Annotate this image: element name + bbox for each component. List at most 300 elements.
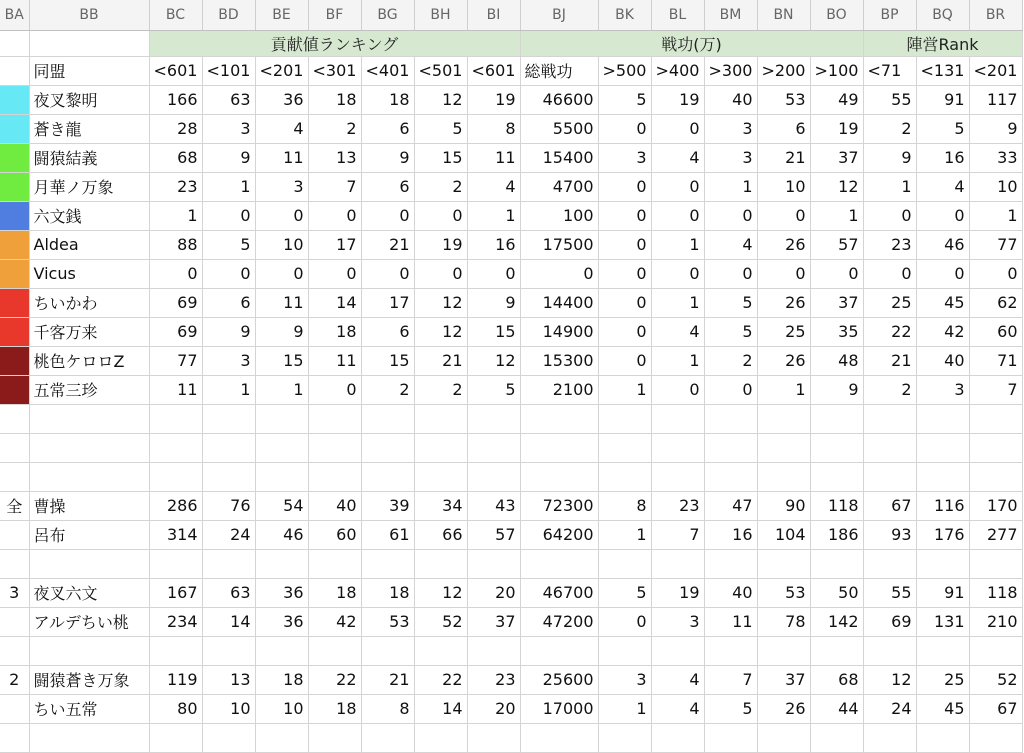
- cell-bd[interactable]: 63: [202, 578, 255, 607]
- cell-bg[interactable]: [361, 723, 414, 752]
- cell-ba[interactable]: 2: [0, 665, 29, 694]
- cell-be[interactable]: 36: [255, 607, 308, 636]
- cell-be[interactable]: 0: [255, 259, 308, 288]
- subheader-bo[interactable]: >100: [810, 56, 863, 85]
- cell-bb[interactable]: [29, 462, 149, 491]
- cell-bj[interactable]: 72300: [520, 491, 598, 520]
- cell-bn[interactable]: 10: [757, 172, 810, 201]
- cell-bi[interactable]: 1: [467, 201, 520, 230]
- cell-bi[interactable]: 11: [467, 143, 520, 172]
- cell-bm[interactable]: [704, 723, 757, 752]
- cell-br[interactable]: 33: [969, 143, 1022, 172]
- cell-bl[interactable]: 3: [651, 607, 704, 636]
- cell-bi[interactable]: 19: [467, 85, 520, 114]
- cell-bo[interactable]: 49: [810, 85, 863, 114]
- cell-bm[interactable]: 40: [704, 578, 757, 607]
- cell-ba[interactable]: [0, 723, 29, 752]
- cell-bg[interactable]: 21: [361, 665, 414, 694]
- cell-bg[interactable]: 18: [361, 578, 414, 607]
- cell-bn[interactable]: 26: [757, 288, 810, 317]
- cell-bi[interactable]: [467, 433, 520, 462]
- cell-bo[interactable]: 37: [810, 143, 863, 172]
- cell-bd[interactable]: [202, 462, 255, 491]
- cell-ba[interactable]: 全: [0, 491, 29, 520]
- cell-bp[interactable]: 55: [863, 578, 916, 607]
- cell-br[interactable]: [969, 433, 1022, 462]
- column-header-br[interactable]: BR: [969, 0, 1022, 30]
- cell-bp[interactable]: 0: [863, 259, 916, 288]
- cell-bq[interactable]: 46: [916, 230, 969, 259]
- cell-bh[interactable]: [414, 462, 467, 491]
- cell-bn[interactable]: [757, 433, 810, 462]
- cell-ba[interactable]: [0, 85, 29, 114]
- cell-bf[interactable]: 42: [308, 607, 361, 636]
- subheader-bk[interactable]: >500: [598, 56, 651, 85]
- cell-bg[interactable]: 6: [361, 317, 414, 346]
- cell-bn[interactable]: 90: [757, 491, 810, 520]
- cell-bj[interactable]: 17500: [520, 230, 598, 259]
- cell-bi[interactable]: 23: [467, 665, 520, 694]
- cell-bc[interactable]: [149, 636, 202, 665]
- cell-ba[interactable]: [0, 201, 29, 230]
- cell-bl[interactable]: 0: [651, 172, 704, 201]
- cell-bd[interactable]: 9: [202, 143, 255, 172]
- cell-bl[interactable]: 0: [651, 114, 704, 143]
- cell-be[interactable]: 10: [255, 230, 308, 259]
- cell-bd[interactable]: [202, 636, 255, 665]
- subheader-bc[interactable]: <601: [149, 56, 202, 85]
- cell-bl[interactable]: 19: [651, 85, 704, 114]
- cell-bb[interactable]: 夜叉黎明: [29, 85, 149, 114]
- cell-bp[interactable]: [863, 433, 916, 462]
- cell-ba[interactable]: [0, 172, 29, 201]
- cell-bg[interactable]: 53: [361, 607, 414, 636]
- cell-bh[interactable]: [414, 549, 467, 578]
- cell-bg[interactable]: 2: [361, 375, 414, 404]
- cell-bk[interactable]: 5: [598, 85, 651, 114]
- subheader-bh[interactable]: <501: [414, 56, 467, 85]
- cell-bk[interactable]: 5: [598, 578, 651, 607]
- cell-bh[interactable]: 5: [414, 114, 467, 143]
- cell-bq[interactable]: 131: [916, 607, 969, 636]
- cell-bq[interactable]: 16: [916, 143, 969, 172]
- cell-bl[interactable]: 19: [651, 578, 704, 607]
- cell-bh[interactable]: [414, 433, 467, 462]
- cell-bc[interactable]: 68: [149, 143, 202, 172]
- cell-bq[interactable]: [916, 636, 969, 665]
- cell-bb[interactable]: ちいかわ: [29, 288, 149, 317]
- cell-ba[interactable]: [0, 375, 29, 404]
- cell-bd[interactable]: 0: [202, 201, 255, 230]
- subheader-bm[interactable]: >300: [704, 56, 757, 85]
- cell-bf[interactable]: [308, 433, 361, 462]
- subheader-bn[interactable]: >200: [757, 56, 810, 85]
- cell-bb[interactable]: 月華ノ万象: [29, 172, 149, 201]
- cell-bg[interactable]: 9: [361, 143, 414, 172]
- cell-bl[interactable]: [651, 433, 704, 462]
- cell-bb[interactable]: [29, 549, 149, 578]
- cell-bp[interactable]: 2: [863, 114, 916, 143]
- cell-bq[interactable]: 0: [916, 259, 969, 288]
- cell-be[interactable]: 1: [255, 375, 308, 404]
- cell-bk[interactable]: [598, 462, 651, 491]
- cell-bh[interactable]: 52: [414, 607, 467, 636]
- cell-bj[interactable]: [520, 404, 598, 433]
- subheader-bf[interactable]: <301: [308, 56, 361, 85]
- cell-bm[interactable]: 47: [704, 491, 757, 520]
- cell-bf[interactable]: [308, 404, 361, 433]
- cell-bp[interactable]: 1: [863, 172, 916, 201]
- column-header-bj[interactable]: BJ: [520, 0, 598, 30]
- cell-be[interactable]: 4: [255, 114, 308, 143]
- column-header-bi[interactable]: BI: [467, 0, 520, 30]
- cell-bk[interactable]: 1: [598, 520, 651, 549]
- cell-bl[interactable]: 7: [651, 520, 704, 549]
- cell-ba[interactable]: [0, 404, 29, 433]
- cell-bh[interactable]: 34: [414, 491, 467, 520]
- cell-be[interactable]: 3: [255, 172, 308, 201]
- cell-bc[interactable]: 80: [149, 694, 202, 723]
- cell-bk[interactable]: 0: [598, 259, 651, 288]
- cell-bo[interactable]: 50: [810, 578, 863, 607]
- column-header-ba[interactable]: BA: [0, 0, 29, 30]
- cell-bc[interactable]: 1: [149, 201, 202, 230]
- cell-bh[interactable]: 15: [414, 143, 467, 172]
- cell-bm[interactable]: [704, 462, 757, 491]
- cell-bh[interactable]: 19: [414, 230, 467, 259]
- cell-bb[interactable]: Aldea: [29, 230, 149, 259]
- cell-bd[interactable]: 10: [202, 694, 255, 723]
- cell-bf[interactable]: [308, 549, 361, 578]
- cell-bd[interactable]: [202, 549, 255, 578]
- cell-bi[interactable]: [467, 723, 520, 752]
- cell-bg[interactable]: 21: [361, 230, 414, 259]
- cell-bq[interactable]: [916, 433, 969, 462]
- cell-bo[interactable]: 35: [810, 317, 863, 346]
- column-header-bg[interactable]: BG: [361, 0, 414, 30]
- cell-bn[interactable]: 53: [757, 578, 810, 607]
- cell-bm[interactable]: 5: [704, 288, 757, 317]
- cell-bm[interactable]: 4: [704, 230, 757, 259]
- cell-bh[interactable]: 0: [414, 201, 467, 230]
- cell-bb[interactable]: [29, 723, 149, 752]
- cell-bc[interactable]: 11: [149, 375, 202, 404]
- cell-br[interactable]: 77: [969, 230, 1022, 259]
- cell-bo[interactable]: 57: [810, 230, 863, 259]
- cell-bc[interactable]: 69: [149, 317, 202, 346]
- cell-bj[interactable]: 100: [520, 201, 598, 230]
- cell-bf[interactable]: 14: [308, 288, 361, 317]
- cell-bd[interactable]: 14: [202, 607, 255, 636]
- cell-br[interactable]: [969, 636, 1022, 665]
- cell-bj[interactable]: 17000: [520, 694, 598, 723]
- subheader-ba[interactable]: [0, 56, 29, 85]
- cell-be[interactable]: 36: [255, 85, 308, 114]
- cell-bn[interactable]: [757, 549, 810, 578]
- cell-bg[interactable]: 61: [361, 520, 414, 549]
- group-contribution-ranking[interactable]: 貢献値ランキング: [149, 30, 520, 56]
- cell-bb[interactable]: [29, 433, 149, 462]
- cell-bk[interactable]: [598, 433, 651, 462]
- cell-bm[interactable]: [704, 549, 757, 578]
- cell-be[interactable]: 0: [255, 201, 308, 230]
- cell-bj[interactable]: 25600: [520, 665, 598, 694]
- cell-bl[interactable]: 1: [651, 288, 704, 317]
- cell-bj[interactable]: 0: [520, 259, 598, 288]
- cell-bp[interactable]: 25: [863, 288, 916, 317]
- cell-bc[interactable]: [149, 549, 202, 578]
- cell-bq[interactable]: 176: [916, 520, 969, 549]
- cell-ba[interactable]: [0, 259, 29, 288]
- cell-ba[interactable]: 3: [0, 578, 29, 607]
- cell-bq[interactable]: [916, 462, 969, 491]
- cell-be[interactable]: 11: [255, 143, 308, 172]
- cell-ba[interactable]: [0, 114, 29, 143]
- cell-bh[interactable]: [414, 636, 467, 665]
- cell-bg[interactable]: 18: [361, 85, 414, 114]
- cell-bc[interactable]: 23: [149, 172, 202, 201]
- cell-bb[interactable]: 闘猿結義: [29, 143, 149, 172]
- cell-bg[interactable]: 0: [361, 259, 414, 288]
- cell-bq[interactable]: 42: [916, 317, 969, 346]
- cell-bf[interactable]: 2: [308, 114, 361, 143]
- cell-bh[interactable]: 22: [414, 665, 467, 694]
- cell-bn[interactable]: 21: [757, 143, 810, 172]
- cell-bj[interactable]: 2100: [520, 375, 598, 404]
- cell-bi[interactable]: [467, 549, 520, 578]
- cell-bb[interactable]: Vicus: [29, 259, 149, 288]
- cell-bb[interactable]: 曹操: [29, 491, 149, 520]
- cell-bd[interactable]: 24: [202, 520, 255, 549]
- cell-bc[interactable]: [149, 723, 202, 752]
- cell-bj[interactable]: [520, 549, 598, 578]
- cell-ba[interactable]: [0, 694, 29, 723]
- group-war-merit[interactable]: 戦功(万): [520, 30, 863, 56]
- cell-bd[interactable]: [202, 723, 255, 752]
- cell-bp[interactable]: 9: [863, 143, 916, 172]
- cell-br[interactable]: 277: [969, 520, 1022, 549]
- cell-bm[interactable]: 3: [704, 143, 757, 172]
- cell-bc[interactable]: 28: [149, 114, 202, 143]
- cell-bm[interactable]: 11: [704, 607, 757, 636]
- cell-bj[interactable]: 14400: [520, 288, 598, 317]
- cell-bk[interactable]: [598, 723, 651, 752]
- column-header-bb[interactable]: BB: [29, 0, 149, 30]
- cell-bp[interactable]: [863, 462, 916, 491]
- cell-bl[interactable]: 4: [651, 665, 704, 694]
- cell-ba[interactable]: [0, 317, 29, 346]
- column-header-bp[interactable]: BP: [863, 0, 916, 30]
- cell-bk[interactable]: 0: [598, 346, 651, 375]
- cell-br[interactable]: 210: [969, 607, 1022, 636]
- cell-bq[interactable]: 45: [916, 288, 969, 317]
- cell-bf[interactable]: 22: [308, 665, 361, 694]
- cell-bi[interactable]: 20: [467, 578, 520, 607]
- cell-br[interactable]: 60: [969, 317, 1022, 346]
- cell-bh[interactable]: 14: [414, 694, 467, 723]
- cell-bl[interactable]: 0: [651, 201, 704, 230]
- cell-bj[interactable]: [520, 636, 598, 665]
- cell-bk[interactable]: 0: [598, 607, 651, 636]
- cell-bi[interactable]: 43: [467, 491, 520, 520]
- cell-br[interactable]: 10: [969, 172, 1022, 201]
- cell-br[interactable]: [969, 462, 1022, 491]
- cell-bf[interactable]: 60: [308, 520, 361, 549]
- cell-bf[interactable]: 40: [308, 491, 361, 520]
- cell-bp[interactable]: 22: [863, 317, 916, 346]
- subheader-br[interactable]: <201: [969, 56, 1022, 85]
- cell-br[interactable]: 0: [969, 259, 1022, 288]
- cell-bd[interactable]: 13: [202, 665, 255, 694]
- cell-bj[interactable]: 47200: [520, 607, 598, 636]
- cell-bf[interactable]: 18: [308, 317, 361, 346]
- cell-be[interactable]: 11: [255, 288, 308, 317]
- cell-bp[interactable]: 55: [863, 85, 916, 114]
- cell-bo[interactable]: 186: [810, 520, 863, 549]
- cell-bq[interactable]: 91: [916, 85, 969, 114]
- cell-bi[interactable]: 5: [467, 375, 520, 404]
- cell-bh[interactable]: 12: [414, 85, 467, 114]
- cell-bp[interactable]: 93: [863, 520, 916, 549]
- column-header-bo[interactable]: BO: [810, 0, 863, 30]
- cell-bi[interactable]: [467, 462, 520, 491]
- cell-bn[interactable]: 26: [757, 230, 810, 259]
- cell-bq[interactable]: 40: [916, 346, 969, 375]
- cell-bq[interactable]: 4: [916, 172, 969, 201]
- cell-bk[interactable]: 8: [598, 491, 651, 520]
- column-header-bm[interactable]: BM: [704, 0, 757, 30]
- cell-bh[interactable]: 12: [414, 317, 467, 346]
- cell-bg[interactable]: 17: [361, 288, 414, 317]
- cell-bn[interactable]: 53: [757, 85, 810, 114]
- cell-br[interactable]: 1: [969, 201, 1022, 230]
- cell-bf[interactable]: [308, 723, 361, 752]
- cell-bk[interactable]: 0: [598, 114, 651, 143]
- cell-bb[interactable]: 呂布: [29, 520, 149, 549]
- cell-bd[interactable]: 3: [202, 114, 255, 143]
- cell-ba[interactable]: [0, 636, 29, 665]
- cell-be[interactable]: [255, 404, 308, 433]
- cell-bh[interactable]: 66: [414, 520, 467, 549]
- cell-bn[interactable]: 25: [757, 317, 810, 346]
- cell-bd[interactable]: [202, 404, 255, 433]
- cell-bj[interactable]: 5500: [520, 114, 598, 143]
- cell-bo[interactable]: 68: [810, 665, 863, 694]
- cell-br[interactable]: 71: [969, 346, 1022, 375]
- cell-bg[interactable]: 6: [361, 172, 414, 201]
- column-header-bl[interactable]: BL: [651, 0, 704, 30]
- cell-bc[interactable]: 77: [149, 346, 202, 375]
- cell-bm[interactable]: 2: [704, 346, 757, 375]
- cell-bn[interactable]: [757, 636, 810, 665]
- cell-bi[interactable]: 37: [467, 607, 520, 636]
- cell-be[interactable]: 15: [255, 346, 308, 375]
- cell-bm[interactable]: 5: [704, 317, 757, 346]
- cell-bo[interactable]: 142: [810, 607, 863, 636]
- cell-bn[interactable]: 78: [757, 607, 810, 636]
- cell-bb[interactable]: アルデちい桃: [29, 607, 149, 636]
- cell-bo[interactable]: 19: [810, 114, 863, 143]
- cell-bf[interactable]: 13: [308, 143, 361, 172]
- cell-bk[interactable]: 0: [598, 201, 651, 230]
- cell-br[interactable]: 170: [969, 491, 1022, 520]
- cell-bl[interactable]: 23: [651, 491, 704, 520]
- cell-bl[interactable]: 0: [651, 375, 704, 404]
- cell-bd[interactable]: 3: [202, 346, 255, 375]
- cell-bl[interactable]: 0: [651, 259, 704, 288]
- cell-bh[interactable]: 0: [414, 259, 467, 288]
- cell-bh[interactable]: [414, 404, 467, 433]
- cell-br[interactable]: 9: [969, 114, 1022, 143]
- cell-bk[interactable]: 1: [598, 375, 651, 404]
- cell-bo[interactable]: 48: [810, 346, 863, 375]
- cell-bq[interactable]: 91: [916, 578, 969, 607]
- subheader-be[interactable]: <201: [255, 56, 308, 85]
- column-header-be[interactable]: BE: [255, 0, 308, 30]
- cell-be[interactable]: [255, 433, 308, 462]
- cell-bk[interactable]: 0: [598, 230, 651, 259]
- cell-bf[interactable]: 11: [308, 346, 361, 375]
- cell-bh[interactable]: [414, 723, 467, 752]
- cell-bc[interactable]: 119: [149, 665, 202, 694]
- cell-bm[interactable]: 0: [704, 201, 757, 230]
- column-header-bn[interactable]: BN: [757, 0, 810, 30]
- cell-bi[interactable]: 0: [467, 259, 520, 288]
- cell-bm[interactable]: 0: [704, 259, 757, 288]
- cell-bo[interactable]: [810, 549, 863, 578]
- cell-be[interactable]: [255, 549, 308, 578]
- cell-bq[interactable]: 116: [916, 491, 969, 520]
- cell-bq[interactable]: 3: [916, 375, 969, 404]
- cell-bb[interactable]: 蒼き龍: [29, 114, 149, 143]
- cell-bq[interactable]: 25: [916, 665, 969, 694]
- cell-br[interactable]: 7: [969, 375, 1022, 404]
- cell-bo[interactable]: 12: [810, 172, 863, 201]
- cell-bi[interactable]: [467, 636, 520, 665]
- subheader-bq[interactable]: <131: [916, 56, 969, 85]
- cell-bf[interactable]: 0: [308, 201, 361, 230]
- cell-bq[interactable]: 45: [916, 694, 969, 723]
- cell-ba[interactable]: [0, 462, 29, 491]
- group-faction-rank[interactable]: 陣営Rank: [863, 30, 1022, 56]
- cell-bl[interactable]: [651, 723, 704, 752]
- cell-bd[interactable]: 76: [202, 491, 255, 520]
- column-header-bk[interactable]: BK: [598, 0, 651, 30]
- cell-br[interactable]: 62: [969, 288, 1022, 317]
- cell-bf[interactable]: 7: [308, 172, 361, 201]
- cell-bf[interactable]: 18: [308, 85, 361, 114]
- cell-bd[interactable]: 0: [202, 259, 255, 288]
- cell-bh[interactable]: 12: [414, 288, 467, 317]
- cell-be[interactable]: [255, 462, 308, 491]
- cell-bn[interactable]: 26: [757, 694, 810, 723]
- cell-bp[interactable]: 23: [863, 230, 916, 259]
- subheader-bl[interactable]: >400: [651, 56, 704, 85]
- cell-bh[interactable]: 21: [414, 346, 467, 375]
- cell-bo[interactable]: 44: [810, 694, 863, 723]
- cell-bc[interactable]: [149, 404, 202, 433]
- cell-ba[interactable]: [0, 230, 29, 259]
- cell-ba[interactable]: [0, 288, 29, 317]
- cell-bp[interactable]: 21: [863, 346, 916, 375]
- cell-bf[interactable]: 17: [308, 230, 361, 259]
- cell-bd[interactable]: [202, 433, 255, 462]
- cell-bh[interactable]: 2: [414, 172, 467, 201]
- cell-bc[interactable]: 314: [149, 520, 202, 549]
- cell-bq[interactable]: [916, 723, 969, 752]
- cell-bn[interactable]: 6: [757, 114, 810, 143]
- cell-bo[interactable]: 1: [810, 201, 863, 230]
